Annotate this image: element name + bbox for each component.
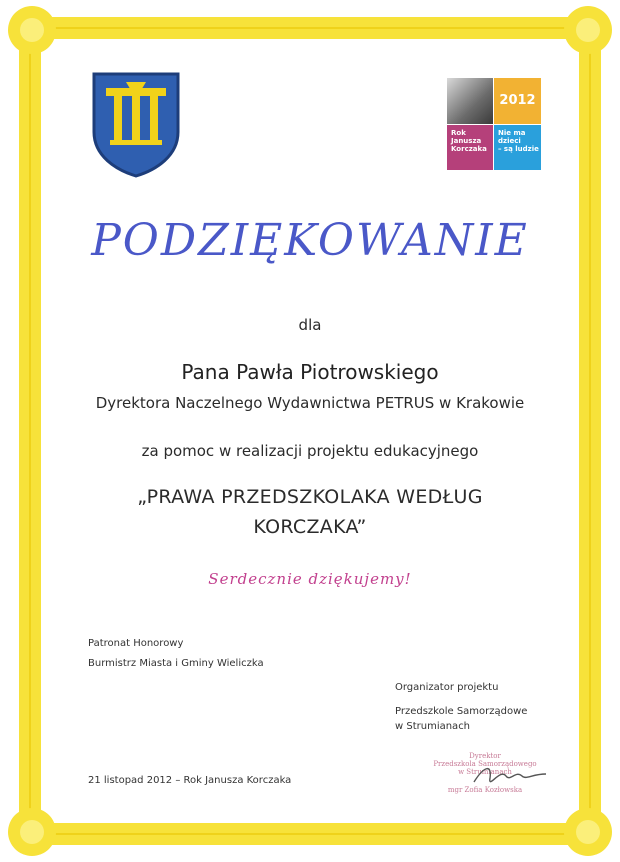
organizer-label: Organizator projektu <box>395 682 499 693</box>
badge-text: Rok <box>451 129 466 137</box>
badge-text: dzieci <box>498 137 521 145</box>
project-title-line: KORCZAKA” <box>253 516 367 538</box>
certificate-title: PODZIĘKOWANIE <box>91 215 529 266</box>
korczak-portrait-image <box>447 78 493 124</box>
year-badge: 2012 <box>494 78 541 124</box>
for-word: dla <box>298 316 322 334</box>
patronage-value: Burmistrz Miasta i Gminy Wieliczka <box>88 658 264 669</box>
thanks-text: Serdecznie dziękujemy! <box>208 570 412 588</box>
reason-text: za pomoc w realizacji projektu edukacyjnego <box>141 442 479 460</box>
stamp-line: mgr Zofia Kozłowska <box>447 786 523 794</box>
project-title-line: „PRAWA PRZEDSZKOLAKA WEDŁUG <box>137 486 483 508</box>
badge-text: Korczaka <box>451 145 487 153</box>
recipient-role: Dyrektora Naczelnego Wydawnictwa PETRUS w Krakowie <box>95 394 525 412</box>
recipient-name: Pana Pawła Piotrowskiego <box>181 360 439 384</box>
year-badge-blue <box>494 125 541 170</box>
stamp-line: Przedszkola Samorządowego <box>433 760 537 768</box>
patronage-label: Patronat Honorowy <box>88 638 184 649</box>
stamp-line: w Strumianach <box>458 768 512 776</box>
badge-text: – są ludzie <box>498 145 539 153</box>
badge-text: Janusza <box>451 137 482 145</box>
stamp-line: Dyrektor <box>469 752 501 760</box>
project-title <box>0 482 620 542</box>
organizer-line: w Strumianach <box>395 721 471 732</box>
organizer-line: Przedszkole Samorządowe <box>395 706 528 717</box>
badge-text: Nie ma <box>498 129 526 137</box>
coat-of-arms-icon <box>90 70 182 178</box>
korczak-year-logo <box>447 78 541 170</box>
footer-date: 21 listopad 2012 – Rok Janusza Korczaka <box>88 775 292 786</box>
signature <box>470 760 550 792</box>
year-badge-pink <box>447 125 493 170</box>
